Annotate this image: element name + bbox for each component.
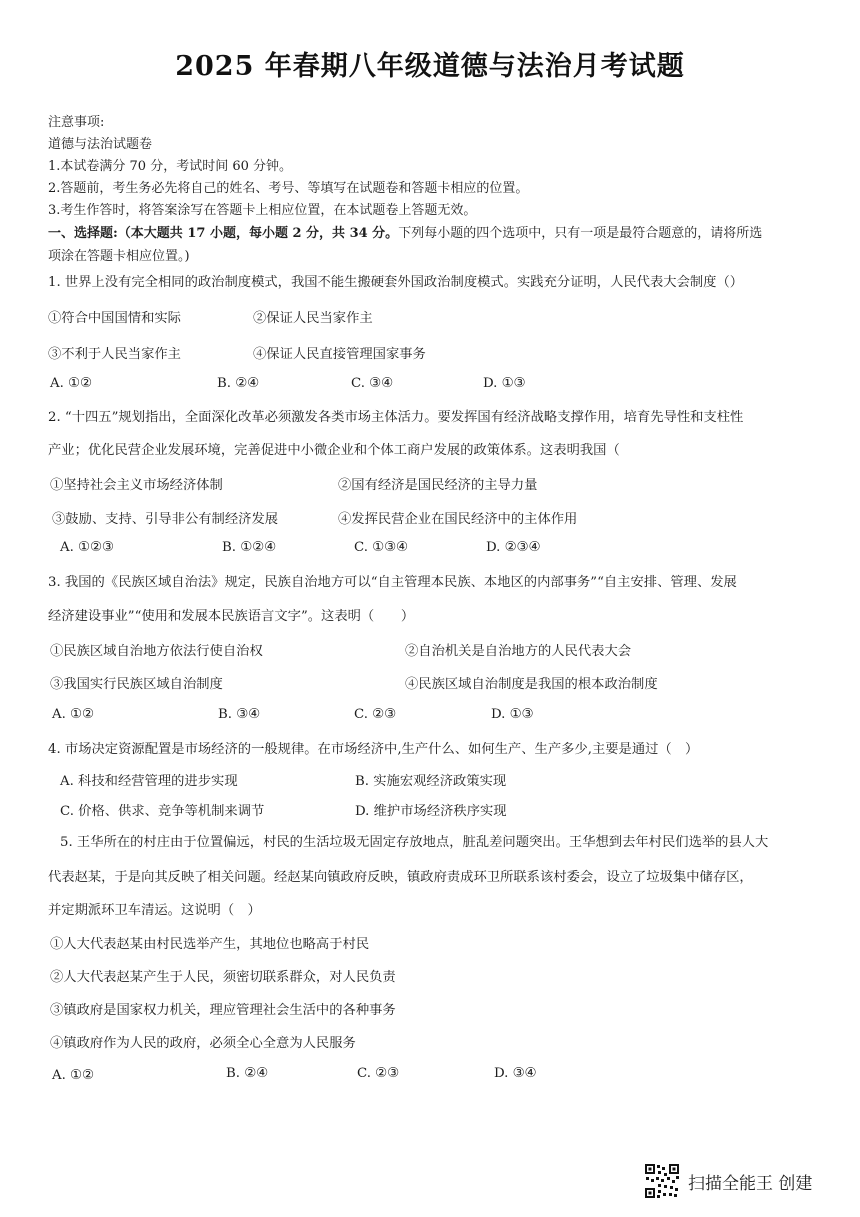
q5-choice-d: D. ③④ <box>494 1066 537 1081</box>
q2-choice-c: C. ①③④ <box>354 540 408 555</box>
q3-statement-4: ④民族区域自治制度是我国的根本政治制度 <box>405 677 658 692</box>
q1-choice-d: D. ①③ <box>483 376 526 391</box>
q5-statement-4: ④镇政府作为人民的政府，必须全心全意为人民服务 <box>50 1036 356 1051</box>
q3-statement-2: ②自治机关是自治地方的人民代表大会 <box>405 644 632 659</box>
q5-statement-3: ③镇政府是国家权力机关，理应管理社会生活中的各种事务 <box>50 1003 396 1018</box>
q3-choice-c: C. ②③ <box>354 707 396 722</box>
notice-heading: 注意事项: <box>48 115 105 130</box>
q1-choice-c: C. ③④ <box>351 376 393 391</box>
section-header-rest: 下列每小题的四个选项中，只有一项是最符合题意的，请将所选 <box>398 226 763 241</box>
q4-choice-c: C. 价格、供求、竞争等机制来调节 <box>60 804 265 819</box>
question-3-stem: 经济建设事业”“使用和发展本民族语言文字”。这表明（ ） <box>48 609 415 624</box>
q1-choice-a: A. ①② <box>50 376 92 391</box>
q3-choice-b: B. ③④ <box>218 707 261 722</box>
q4-choice-a: A. 科技和经营管理的进步实现 <box>60 774 238 789</box>
section-header-line2: 项涂在答题卡相应位置。) <box>48 249 190 264</box>
q1-statement-3: ③不利于人民当家作主 <box>48 347 181 362</box>
q3-statement-3: ③我国实行民族区域自治制度 <box>50 677 223 692</box>
q5-statement-1: ①人大代表赵某由村民选举产生，其地位也略高于村民 <box>50 937 370 952</box>
q3-choice-a: A. ①② <box>52 707 94 722</box>
section-header-bold: 一、选择题:（本大题共 17 小题，每小题 2 分，共 34 分。 <box>48 226 399 241</box>
q2-statement-3: ③鼓励、支持、引导非公有制经济发展 <box>52 512 279 527</box>
question-3-stem: 3. 我国的《民族区域自治法》规定，民族自治地方可以“自主管理本民族、本地区的内部事务”“自主安排、管理、发展 <box>48 575 737 590</box>
notice-subtitle: 道德与法治试题卷 <box>48 137 153 152</box>
q2-statement-4: ④发挥民营企业在国民经济中的主体作用 <box>338 512 578 527</box>
q2-statement-1: ①坚持社会主义市场经济体制 <box>50 478 223 493</box>
exam-title: 2025 年春期八年级道德与法治月考试题 <box>175 51 685 82</box>
q5-choice-c: C. ②③ <box>357 1066 399 1081</box>
q1-statement-2: ②保证人民当家作主 <box>253 311 373 326</box>
question-5-stem: 5. 王华所在的村庄由于位置偏远，村民的生活垃圾无固定存放地点，脏乱差问题突出。王华想到去年村民们选举的县人大 <box>60 835 769 850</box>
q5-choice-b: B. ②④ <box>226 1066 269 1081</box>
scanner-brand-text: 扫描全能王 创建 <box>688 1173 813 1194</box>
question-5-stem: 并定期派环卫车清运。这说明（ ） <box>48 903 261 918</box>
q1-choice-b: B. ②④ <box>217 376 260 391</box>
q3-choice-d: D. ①③ <box>491 707 534 722</box>
scanner-watermark <box>644 1163 812 1199</box>
qr-code-icon <box>644 1163 680 1199</box>
notice-item: 2.答题前，考生务必先将自己的姓名、考号、等填写在试题卷和答题卡相应的位置。 <box>48 181 529 196</box>
q1-statement-1: ①符合中国国情和实际 <box>48 311 181 326</box>
q2-statement-2: ②国有经济是国民经济的主导力量 <box>338 478 538 493</box>
q2-choice-d: D. ②③④ <box>486 540 541 555</box>
q5-statement-2: ②人大代表赵某产生于人民，须密切联系群众，对人民负责 <box>50 970 396 985</box>
notice-item: 1.本试卷满分 70 分，考试时间 60 分钟。 <box>48 159 293 174</box>
q2-choice-a: A. ①②③ <box>60 540 114 555</box>
q3-statement-1: ①民族区域自治地方依法行使自治权 <box>50 644 263 659</box>
notice-item: 3.考生作答时，将答案涂写在答题卡上相应位置，在本试题卷上答题无效。 <box>48 203 477 218</box>
question-1-stem: 1. 世界上没有完全相同的政治制度模式，我国不能生搬硬套外国政治制度模式。实践充分证明，人民代表大会制度（） <box>48 275 744 290</box>
q1-statement-4: ④保证人民直接管理国家事务 <box>253 347 426 362</box>
section-header <box>48 222 762 241</box>
q4-choice-b: B. 实施宏观经济政策实现 <box>355 774 507 789</box>
question-4-stem: 4. 市场决定资源配置是市场经济的一般规律。在市场经济中,生产什么、如何生产、生产多少,主要是通过（ ） <box>48 742 699 757</box>
question-2-stem: 产业；优化民营企业发展环境，完善促进中小微企业和个体工商户发展的政策体系。这表明我国（ <box>48 443 620 458</box>
q4-choice-d: D. 维护市场经济秩序实现 <box>355 804 507 819</box>
q5-choice-a: A. ①② <box>52 1068 94 1083</box>
question-2-stem: 2. “十四五”规划指出，全面深化改革必须激发各类市场主体活力。要发挥国有经济战略支撑作用，培育先导性和支柱性 <box>48 410 744 425</box>
q2-choice-b: B. ①②④ <box>222 540 276 555</box>
question-5-stem: 代表赵某，于是向其反映了相关问题。经赵某向镇政府反映，镇政府责成环卫所联系该村委会，设立了垃圾集中储存区， <box>48 870 753 885</box>
